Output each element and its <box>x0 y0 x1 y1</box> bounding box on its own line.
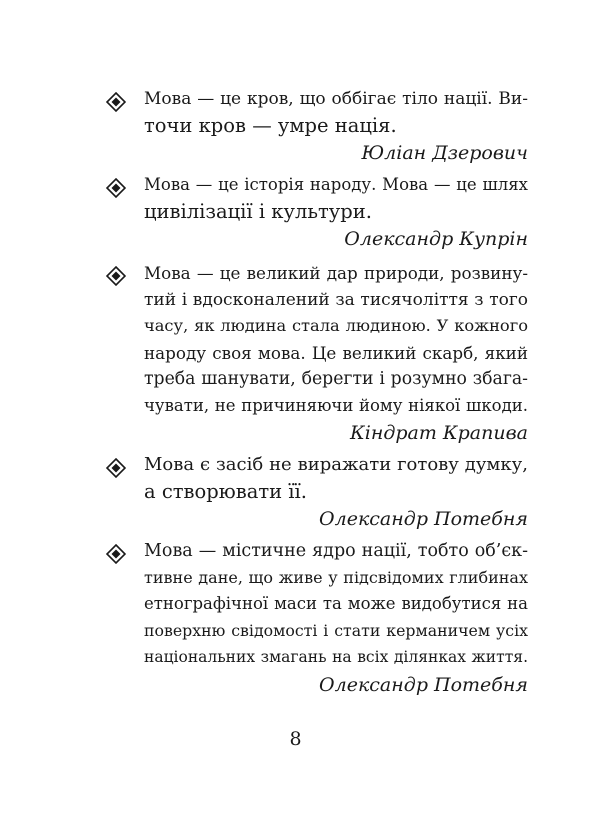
quote-line: Мова — містичне ядро нації, тобто об’єк- <box>144 541 528 561</box>
quote-line: етнографічної маси та може видобутися на <box>144 594 528 613</box>
quote-1 <box>106 86 528 166</box>
quote-line: Мова — це великий дар природи, розвину- <box>144 263 528 283</box>
quote-author: Олександр Купрін <box>344 228 528 250</box>
quote-text <box>144 172 528 225</box>
quote-text <box>144 538 528 671</box>
quote-text <box>144 86 528 139</box>
quote-line: цивілізації і культури. <box>144 199 372 223</box>
quote-author: Олександр Потебня <box>319 673 528 696</box>
quote-text <box>144 452 528 505</box>
quote-line: поверхню свідомості і стати керманичем усіх <box>144 620 528 640</box>
diamond-bullet-icon <box>106 266 126 286</box>
quote-author: Кіндрат Крапива <box>350 422 528 444</box>
quote-line: а створювати її. <box>144 479 307 503</box>
quote-3 <box>106 260 528 446</box>
quote-line: точи кров — умре нація. <box>144 113 397 137</box>
diamond-bullet-icon <box>106 458 126 478</box>
quote-author: Юліан Дзерович <box>361 142 528 164</box>
quote-5 <box>106 538 528 698</box>
quote-line: треба шанувати, берегти і розумно збага- <box>144 369 528 389</box>
quote-line: часу, як людина стала людиною. У кожного <box>144 316 528 335</box>
quote-line: тивне дане, що живе у підсвідомих глибинах <box>144 567 528 587</box>
page-number: 8 <box>289 728 302 750</box>
diamond-bullet-icon <box>106 544 126 564</box>
quote-4 <box>106 452 528 532</box>
quote-line: Мова — це кров, що оббігає тіло нації. Ви- <box>144 89 528 109</box>
quote-line: тий і вдосконалений за тисячоліття з того <box>144 289 528 310</box>
quote-line: Мова є засіб не виражати готову думку, <box>144 454 528 475</box>
quote-text <box>144 260 528 419</box>
quote-line: чувати, не причиняючи йому ніякої шкоди. <box>144 395 528 415</box>
quote-2 <box>106 172 528 252</box>
diamond-bullet-icon <box>106 178 126 198</box>
quote-author: Олександр Потебня <box>319 508 528 530</box>
quote-line: народу своя мова. Це великий скарб, який <box>144 342 528 363</box>
quote-line: національних змагань на всіх ділянках життя. <box>144 648 528 666</box>
quote-line: Мова — це історія народу. Мова — це шлях <box>144 175 528 194</box>
diamond-bullet-icon <box>106 92 126 112</box>
